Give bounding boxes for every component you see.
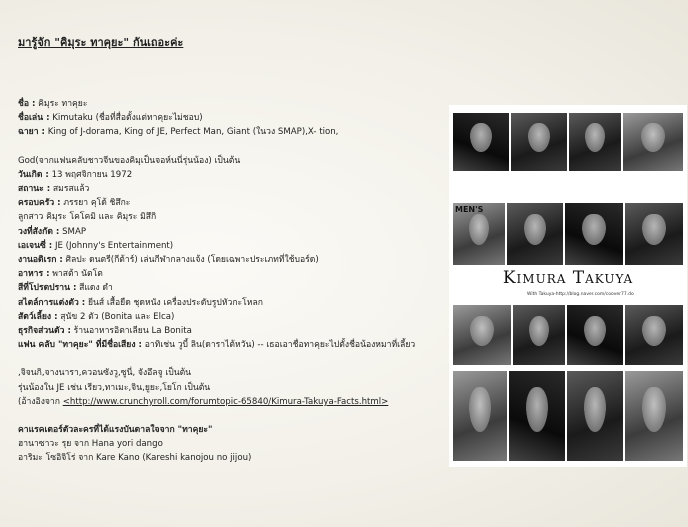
extra-line: ,จิจนกิ,จางนารา,ควอนซังวู,ซูนี่, จังอึลจู เป็นต้น — [18, 368, 192, 379]
photo — [513, 305, 565, 365]
page-title: มารู้จัก "คิมุระ ทาคุยะ" กันเถอะค่ะ — [18, 36, 184, 49]
info-row — [18, 154, 448, 168]
reference-prefix: (อ้างอิงจาก — [18, 396, 63, 407]
info-value: King of J-dorama, King of JE, Perfect Man, Giant (ในวง SMAP),X- tion, — [44, 127, 339, 138]
photo — [453, 113, 509, 171]
photo — [453, 305, 511, 365]
photo — [509, 371, 565, 461]
info-label: สัตว์เลี้ยง : — [18, 311, 58, 322]
info-label: ชื่อ : — [18, 99, 36, 109]
photo — [623, 113, 683, 171]
reference-link[interactable]: <http://www.crunchyroll.com/forumtopic-65840/Kimura-Takuya-Facts.html> — [62, 396, 389, 407]
characters-heading — [18, 423, 448, 437]
info-label: อาหาร : — [18, 269, 50, 280]
info-label: ธุรกิจส่วนตัว : — [18, 326, 71, 337]
info-row — [18, 225, 448, 239]
info-label: สไตล์การแต่งตัว : — [18, 297, 86, 308]
info-label: วันเกิด : — [18, 169, 49, 180]
photo — [625, 371, 683, 461]
info-value: สมรสแล้ว — [50, 184, 90, 195]
info-label: ฉายา : — [18, 127, 45, 138]
info-value: SMAP — [59, 226, 87, 237]
reference-line — [18, 395, 448, 409]
info-value: God(จากแฟนคลับชาวจีนของคิมุเป็นจอห์นนี่รุ่นน้อง) เป็นต้น — [18, 155, 241, 166]
info-label: สถานะ : — [18, 184, 51, 195]
info-value: ภรรยา คุโด้ ชิสึกะ — [60, 198, 131, 209]
info-value: Kimutaku (ชื่อที่สื่อตั้งแต่ทาคุยะไม่ชอบ) — [49, 113, 203, 124]
collage-subtitle: With Takuya-http://blog.naver.com/coover77.do — [527, 292, 634, 297]
info-row — [18, 125, 448, 139]
info-label: เอเจนซี่ : — [18, 240, 53, 251]
info-row — [18, 239, 448, 253]
info-value: สุนัข 2 ตัว (Bonita และ Elca) — [57, 311, 175, 322]
extra-line: รุ่นน้องใน JE เช่น เรียว,ทาเมะ,จิน,ยูยะ,โยโก เป็นต้น — [18, 382, 211, 393]
info-value: ศิลปะ ดนตรี(กีต้าร์) เล่นกีฬากลางแจ้ง (โดยเฉพาะประเภทที่ใช้บอร์ด) — [62, 255, 319, 266]
info-value: ลูกสาว คิมุระ โคโคมิ และ คิมุระ มิสึกิ — [18, 212, 157, 223]
info-value: ร้านอาหารอิตาเลียน La Bonita — [70, 326, 192, 337]
info-value: อาทิเช่น วูบี้ ลิน(ดาราไต้หวัน) -- เธอเอาชื่อทาคุยะไปตั้งชื่อน้องหมาที่เลี้ยว — [141, 340, 416, 351]
info-row — [18, 324, 448, 338]
info-row — [18, 253, 448, 267]
character-item: ฮานาซาวะ รุย จาก Hana yori dango — [18, 439, 163, 450]
info-value: ยีนส์ เสื้อยืด ชุดหนัง เครื่องประดับรูปหัวกะโหลก — [85, 297, 263, 308]
info-row — [18, 97, 448, 111]
info-value: คิมุระ ทาคุยะ — [35, 99, 88, 109]
info-row — [18, 210, 448, 224]
photo — [567, 371, 623, 461]
characters-title: คาแรคเตอร์ตัวละครที่ได้แรงบันดาลใจจาก "ทาคุยะ" — [18, 425, 213, 436]
info-row — [18, 196, 448, 210]
photo — [511, 113, 567, 171]
info-label: วงที่สังกัด : — [18, 226, 60, 237]
character-item: อาริมะ โซอิจิโร่ จาก Kare Kano (Kareshi kanojou no jijou) — [18, 453, 252, 464]
photo — [567, 305, 623, 365]
info-label: แฟน คลับ "ทาคุยะ" ที่มีชื่อเสียง : — [18, 340, 142, 351]
info-row — [18, 267, 448, 281]
info-value: 13 พฤศจิกายน 1972 — [48, 169, 133, 180]
info-value: JE (Johnny's Entertainment) — [52, 240, 174, 251]
photo — [569, 113, 621, 171]
info-label: ครอบครัว : — [18, 198, 61, 209]
info-row — [18, 168, 448, 182]
info-row — [18, 296, 448, 310]
info-label: ชื่อเล่น : — [18, 113, 50, 124]
info-row — [18, 310, 448, 324]
info-value: สีแดง ดำ — [76, 283, 113, 294]
info-label: งานอดิเรก : — [18, 255, 63, 266]
info-row — [18, 338, 448, 352]
photo — [625, 305, 683, 365]
photo — [565, 203, 623, 265]
photo — [625, 203, 683, 265]
info-label: สีที่โปรดปราน : — [18, 283, 77, 294]
info-row — [18, 281, 448, 295]
info-value: พาสต้า นัตโต — [49, 269, 103, 280]
photo — [507, 203, 563, 265]
collage-title: Kimura Takuya — [502, 268, 634, 288]
photo — [453, 371, 507, 461]
info-row — [18, 182, 448, 196]
magazine-label: MEN'S — [455, 205, 484, 214]
profile-info — [18, 97, 448, 466]
info-row — [18, 111, 448, 125]
